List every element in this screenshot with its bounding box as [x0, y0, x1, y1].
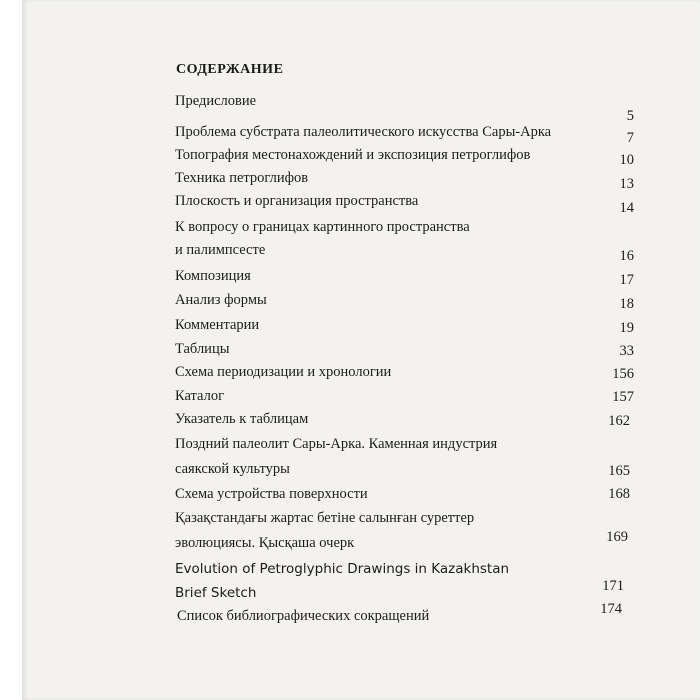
toc-entry-text: и палимпсесте — [175, 242, 266, 258]
toc-entry-page: 17 — [619, 272, 634, 288]
toc-entry-text: Evolution of Petroglyphic Drawings in Kazakhstan — [175, 561, 510, 577]
toc-entry-text: Қазақстандағы жартас бетіне салынған суреттер — [175, 510, 475, 526]
toc-entry-page: 13 — [619, 176, 634, 192]
book-page — [22, 0, 700, 700]
toc-entry-text: Схема периодизации и хронологии — [175, 364, 392, 380]
toc-entry-page: 168 — [608, 486, 630, 502]
toc-title: СОДЕРЖАНИЕ — [176, 62, 284, 77]
toc-entry-page: 14 — [619, 200, 634, 216]
toc-entry-page: 162 — [608, 413, 630, 429]
toc-entry-page: 18 — [619, 296, 634, 312]
toc-entry-page: 33 — [619, 343, 634, 359]
toc-entry-text: Предисловие — [175, 93, 257, 109]
toc-entry-text: Композиция — [175, 268, 251, 284]
toc-entry-text: Список библиографических сокращений — [177, 608, 430, 624]
toc-entry-page: 10 — [619, 152, 634, 168]
toc-entry-text: Техника петроглифов — [175, 170, 309, 186]
toc-entry-page: 165 — [608, 463, 630, 479]
toc-entry-text: К вопросу о границах картинного пространства — [175, 219, 470, 235]
toc-entry-page: 19 — [619, 320, 634, 336]
toc-entry-page: 157 — [612, 389, 634, 405]
toc-entry-page: 5 — [626, 108, 634, 124]
toc-entry-page: 16 — [619, 248, 634, 264]
toc-entry-text: Указатель к таблицам — [175, 411, 309, 427]
toc-entry-text: Плоскость и организация пространства — [175, 193, 419, 209]
toc-entry-text: Комментарии — [175, 317, 260, 333]
toc-entry-page: 7 — [626, 130, 634, 146]
toc-entry-text: саякской культуры — [175, 461, 290, 477]
toc-entry-text: Таблицы — [175, 341, 230, 357]
toc-entry-text: Каталог — [175, 388, 225, 404]
toc-entry-page: 169 — [606, 529, 628, 545]
toc-entry-text: Анализ формы — [175, 292, 267, 308]
toc-entry-text: Поздний палеолит Сары-Арка. Каменная индустрия — [175, 436, 498, 452]
toc-entry-text: Brief Sketch — [175, 585, 257, 601]
toc-entry-text: Проблема субстрата палеолитического искусства Сары-Арка — [175, 124, 552, 140]
toc-entry-page: 174 — [600, 601, 622, 617]
toc-entry-text: Схема устройства поверхности — [175, 486, 368, 502]
toc-entry-text: Топография местонахождений и экспозиция петроглифов — [175, 147, 531, 163]
toc-entry-page: 156 — [612, 366, 634, 382]
toc-entry-text: эволюциясы. Қысқаша очерк — [175, 535, 355, 551]
toc-entry-page: 171 — [602, 578, 624, 594]
